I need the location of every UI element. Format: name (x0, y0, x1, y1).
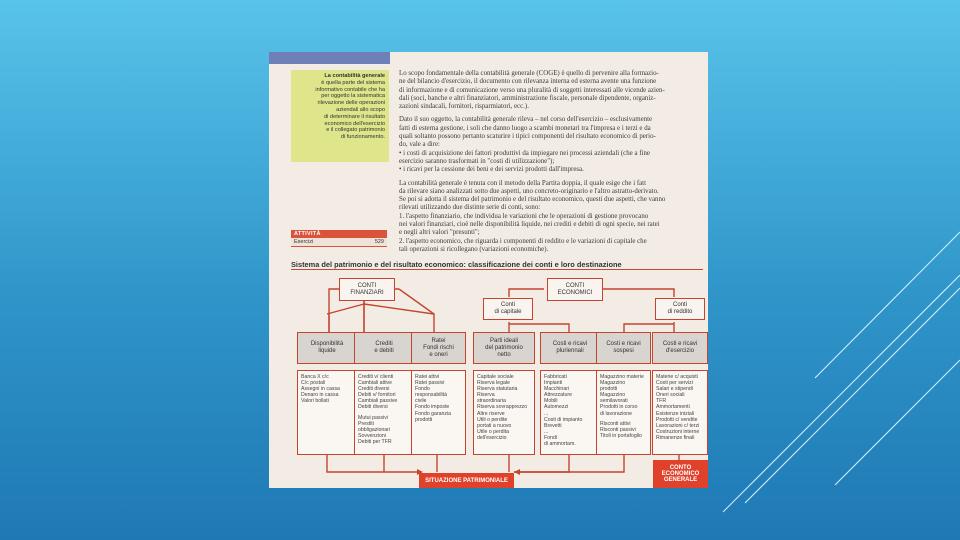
account-item: Esistenze iniziali (656, 410, 695, 417)
account-item: Crediti v/ clienti (358, 374, 394, 380)
account-item: Magazzino materie (600, 374, 644, 380)
text-line: da rilevare siano analizzati sotto due aspetti, uno concreto-originario e l'altro astratto-derivato. (399, 187, 659, 195)
category-box: Costi e ricavi pluriennali (540, 332, 600, 364)
account-item: Fondo garanzia (415, 410, 452, 417)
account-item: responsabilità (415, 392, 448, 399)
account-item: Rimanenze finali (656, 434, 695, 441)
account-item: Prestiti (358, 420, 374, 427)
account-item: C/c postali (301, 380, 326, 387)
conti-reddito-box: Conti di reddito (655, 298, 705, 320)
account-item: Impianti (544, 380, 563, 387)
account-item: Risconti passivi (600, 426, 636, 433)
account-item: Debiti per TFR (358, 438, 392, 445)
account-item: Altre riserve (477, 410, 505, 417)
text-line: di informazione e di comunicazione verso una pluralità di soggetti interessati alle vicende azien- (399, 86, 665, 94)
text-line: dali (soci, banche e altri finanziatori, amministrazione fiscale, personale dipendente, organiz- (399, 94, 656, 102)
account-item: Risconti attivi (600, 420, 631, 427)
account-item: di lavorazione (600, 410, 633, 417)
account-item: Cambiali passive (358, 398, 398, 405)
account-item: Riserva sovrapprezzo (477, 404, 528, 411)
account-item: civile (415, 398, 427, 405)
account-list (297, 370, 357, 455)
account-item: Oneri sociali (656, 392, 685, 399)
account-item: Brevetti (544, 422, 562, 429)
text-line: La contabilità generale è tenuta con il metodo della Partita doppia, il quale esige che i fatt (399, 179, 647, 187)
account-item: Attrezzature (544, 392, 572, 399)
definition-line: è quella parte del sistema (321, 79, 385, 86)
account-item: Costruzioni interne (656, 428, 700, 435)
account-item: TFR (656, 398, 667, 405)
account-item: ... (544, 410, 549, 417)
text-line: 1. l'aspetto finanziario, che individua le variazioni che le operazioni di gestione provocano (399, 212, 649, 220)
text-line: Lo scopo fondamentale della contabilità generale (COGE) è quello di pervenire alla formazio- (399, 70, 659, 77)
account-item: Cambiali attive (358, 380, 393, 387)
activity-page: 529 (374, 239, 384, 245)
account-item: Debiti v/ fornitori (358, 392, 396, 399)
account-item: Materie c/ acquisti (656, 374, 698, 380)
account-item: Mutui passivi (358, 414, 388, 421)
text-line: quali soltanto possono pertanto scaturire i tipici componenti del risultato economico di perio- (399, 133, 656, 141)
account-list (596, 370, 651, 455)
account-item: prodotti (600, 386, 618, 393)
account-item: semilavorati (600, 398, 628, 405)
account-item: Magazzino (600, 392, 626, 399)
account-list (540, 370, 600, 455)
account-item: Denaro in cassa (301, 392, 339, 399)
diagram-title: Sistema del patrimonio e del risultato economico: classificazione dei conti e loro destinazione (291, 260, 622, 269)
account-item: ... (544, 428, 549, 435)
account-item: Utili o perdite (477, 416, 508, 423)
account-item: Ratei passivi (415, 380, 445, 387)
definition-line: e il collegato patrimonio (326, 127, 385, 134)
account-item: Ammortamenti (656, 404, 690, 411)
activity-label: Esercizi (294, 239, 314, 245)
text-line: • i ricavi per la cessione dei beni e dei servizi prodotti dall'impresa. (399, 166, 584, 174)
account-item: Fabbricati (544, 374, 567, 380)
account-item: Macchinari (544, 386, 570, 393)
textbook-page (269, 52, 708, 488)
account-item: dell'esercizio (477, 434, 507, 441)
account-item: Costi di impianto (544, 416, 583, 423)
conto-economico-box: CONTO ECONOMICO GENERALE (653, 460, 708, 488)
account-item: straordinaria (477, 398, 506, 405)
account-item: Assegni in cassa (301, 386, 340, 393)
text-line: do, vale a dire: (399, 141, 440, 149)
conti-capitale-box: Conti di capitale (483, 298, 533, 320)
account-item: di ammortam. (544, 441, 576, 448)
text-line: 2. l'aspetto economico, che riguarda i componenti di reddito e le variazioni di capitale che (399, 237, 647, 245)
account-item: Valori bollati (301, 398, 329, 405)
account-item: Prodotti c/ vendite (656, 416, 698, 423)
definition-line: economico dell'esercizio (324, 120, 385, 127)
conti-finanziari-box: CONTI FINANZIARI (339, 278, 395, 301)
account-list (473, 370, 535, 455)
definition-line: di funzionamento. (340, 134, 385, 141)
text-line: zazioni sindacali, fornitori, risparmiatori, ecc.). (399, 103, 529, 111)
definition-line: rilevazione delle operazioni (317, 100, 385, 107)
conti-economici-box: CONTI ECONOMICI (547, 278, 603, 301)
category-box: Disponibilità liquide (297, 332, 357, 364)
definition-line: informativo contabile che ha (315, 86, 385, 93)
definition-line: per oggetto la sistematica (321, 93, 385, 100)
text-line: tali operazioni si ricollegano (variazioni economiche). (399, 245, 549, 253)
account-item: Riserva legale (477, 380, 510, 387)
account-item: portati a nuovo (477, 422, 512, 429)
account-item: Automezzi (544, 404, 569, 411)
category-box: Crediti e debiti (354, 332, 414, 364)
account-item: Sovvenzioni (358, 432, 386, 439)
category-box: Costi e ricavi d'esercizio (652, 332, 708, 364)
account-item: Utile o perdita (477, 428, 510, 435)
definition-line: di determinare il risultato (324, 113, 385, 120)
account-item: Magazzino (600, 380, 626, 387)
account-item: prodotti (415, 416, 433, 423)
account-item: Costi per servizi (656, 380, 693, 387)
text-line: • i costi di acquisizione dei fattori produttivi da impiegare nei processi aziendali (che a fine (399, 149, 650, 157)
category-box: Parti ideali del patrimonio netto (473, 332, 535, 364)
account-item: Fondi (544, 434, 557, 441)
text-line: Se poi si adotta il sistema del patrimonio e del risultato economico, questi due aspetti, che vanno (399, 196, 666, 204)
account-item: Fondo (415, 386, 430, 393)
account-item: Fondo imposte (415, 404, 450, 411)
account-list (652, 370, 708, 455)
account-item: Capitale sociale (477, 374, 514, 380)
category-box: Costi e ricavi sospesi (596, 332, 651, 364)
definition-line: La contabilità generale (324, 73, 385, 79)
activity-header: ATTIVITÀ (291, 230, 387, 238)
account-item: Prodotti in corso (600, 404, 638, 411)
text-line: nei valori finanziari, cioè nelle disponibilità liquide, nei crediti e debiti di ogni specie, nei ratei (399, 221, 660, 229)
situazione-patrimoniale-box: SITUAZIONE PATRIMONIALE (419, 473, 514, 488)
account-item: Salari e stipendi (656, 386, 693, 393)
text-line: Dato il suo oggetto, la contabilità generale rileva – nel corso dell'esercizio – esclusivamente (399, 116, 653, 124)
account-list (354, 370, 414, 455)
text-line: esercizio saranno trasformati in "costi di utilizzazione"); (399, 157, 555, 165)
account-item: Titoli in portafoglio (600, 432, 642, 439)
account-item: Riserva statutaria (477, 386, 518, 393)
account-item: Crediti diversi (358, 386, 390, 393)
account-item: Lavorazioni c/ terzi (656, 422, 700, 429)
text-line: rilevati utilizzando due distinte serie di conti, sono: (399, 204, 541, 212)
account-item: Ratei attivi (415, 374, 440, 380)
category-box: Ratei Fondi rischi e oneri (411, 332, 466, 364)
text-line: fatti di esterna gestione, i soli che danno luogo a scambi monetari tra l'impresa e i terzi e da (399, 124, 651, 132)
account-item: Mobili (544, 398, 558, 405)
account-item: Banca X c/c (301, 374, 329, 380)
account-item: Riserva (477, 392, 495, 399)
account-item: obbligazionari (358, 426, 391, 433)
account-item: Debiti diversi (358, 404, 388, 411)
account-list (411, 370, 466, 455)
definition-line: aziendali allo scopo (336, 106, 385, 113)
text-line: ne del bilancio d'esercizio, il documento con rilevanza interna ed esterna avente una funzione (399, 78, 657, 86)
text-line: e negli altri valori "presunti"; (399, 229, 480, 237)
